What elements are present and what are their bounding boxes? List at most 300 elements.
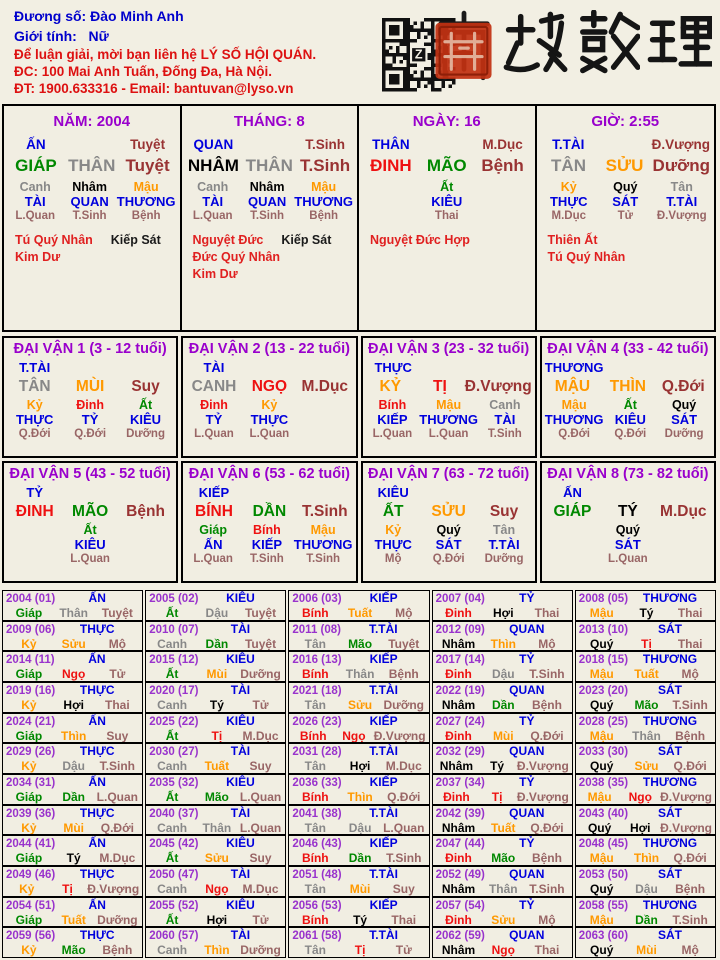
year-stem: Giáp — [15, 605, 43, 620]
pillar-branch: THÂN — [245, 156, 293, 175]
year-stem: Kỷ — [21, 943, 37, 958]
year-cell-bottom — [292, 913, 425, 927]
year-stem: Giáp — [15, 851, 43, 866]
dai-van-stage: Đ.Vượng — [464, 378, 532, 395]
hidden-stem-god: SÁT — [612, 194, 639, 209]
year-cell-bottom — [6, 821, 139, 835]
year-cell-2038 — [575, 774, 716, 805]
year-stem: Ất — [165, 851, 179, 866]
year-stage: Bệnh — [531, 697, 562, 712]
star-note: Đức Quý Nhân — [192, 250, 281, 264]
year-stage: M.Dục — [242, 881, 279, 896]
star-note-line — [193, 266, 354, 283]
year-branch: Hợi — [493, 605, 514, 620]
year-cell-bottom — [6, 882, 139, 896]
year-cell-bottom — [579, 821, 712, 835]
hidden-stem-stage: Q.Đới — [74, 428, 107, 440]
hidden-stem-stage: Dưỡng — [484, 553, 524, 565]
year-label: 2050 (47) — [149, 868, 199, 881]
pillar-main-row — [363, 154, 531, 177]
year-branch: Tị — [491, 789, 503, 804]
year-god: T.TÀI — [369, 805, 398, 820]
hidden-stem-cell — [62, 398, 117, 441]
year-stage: Tử — [395, 943, 412, 958]
year-stem: Giáp — [15, 912, 43, 927]
dai-van-box-3 — [361, 336, 537, 458]
year-god: KIẾP — [369, 897, 398, 912]
hidden-stem: Kỷ — [261, 398, 278, 412]
year-branch: Mùi — [636, 943, 657, 958]
dai-van-branch: TÝ — [617, 503, 638, 520]
year-cell-top — [149, 591, 282, 606]
hidden-stems-row — [366, 523, 532, 566]
year-stage: Tuyệt — [388, 636, 420, 651]
year-stem: Giáp — [15, 789, 43, 804]
year-stem: Quý — [590, 697, 614, 712]
hidden-stem: Mậu — [436, 398, 462, 412]
year-stage: Tuyệt — [244, 636, 277, 651]
star-note: Kim Dư — [15, 250, 61, 264]
year-god: ẤN — [88, 652, 106, 667]
year-branch: Dần — [62, 789, 86, 804]
year-cell-2027 — [432, 713, 573, 744]
year-stage: Q.Đới — [530, 728, 564, 743]
year-stage: Q.Đới — [673, 759, 707, 774]
year-cell-2010 — [145, 621, 286, 652]
hidden-stem-cell — [600, 523, 655, 566]
year-stage: T.Sinh — [672, 912, 708, 927]
year-god: THƯƠNG — [642, 774, 698, 789]
hidden-stem-cell — [186, 398, 241, 441]
pillar-god: THÂN — [372, 137, 410, 152]
dai-van-god-row — [186, 484, 352, 501]
year-stem: Canh — [157, 759, 188, 774]
dai-van-god: T.TÀI — [19, 360, 51, 375]
dai-van-stage: Suy — [489, 503, 519, 520]
year-branch: Sửu — [634, 759, 659, 774]
dai-van-god-row — [7, 359, 173, 376]
year-cell-top — [436, 928, 569, 943]
year-stem: Đinh — [443, 789, 470, 804]
year-cell-top — [292, 591, 425, 606]
year-cell-top — [436, 652, 569, 667]
year-label: 2041 (38) — [292, 807, 342, 820]
year-cell-2023 — [575, 682, 716, 713]
year-cell-top — [149, 622, 282, 637]
year-cell-top — [579, 775, 712, 790]
year-cell-bottom — [292, 882, 425, 896]
pillar-god-row — [8, 135, 176, 154]
year-stage: Thai — [105, 697, 130, 712]
year-stage: Mộ — [681, 667, 699, 682]
hidden-stem-stage: Thai — [434, 210, 459, 222]
year-stage: L.Quan — [239, 820, 282, 835]
pillar-stem: ĐINH — [370, 156, 412, 175]
year-cell-2053 — [575, 866, 716, 897]
hidden-stem-god: THỰC — [549, 194, 588, 209]
year-cell-bottom — [292, 851, 425, 865]
year-god: SÁT — [658, 744, 682, 759]
year-cell-2057 — [432, 897, 573, 928]
pillar-god-row — [541, 135, 711, 154]
year-stage: Tử — [252, 697, 269, 712]
year-stage: Suy — [249, 759, 272, 774]
pillar-god: ẤN — [26, 137, 46, 152]
hidden-stem: Bính — [378, 398, 407, 412]
hidden-stems-row — [7, 523, 173, 566]
hidden-stem-cell — [478, 398, 532, 441]
hidden-stem: Quý — [671, 398, 697, 412]
year-branch: Tị — [211, 728, 223, 743]
year-cell-2049 — [2, 866, 143, 897]
year-stage: T.Sinh — [529, 667, 565, 682]
year-label: 2053 (50) — [578, 868, 629, 881]
year-label: 2014 (11) — [6, 654, 55, 667]
hidden-stem-stage: L.Quan — [15, 210, 55, 222]
pillar-top-stage: Tuyệt — [130, 137, 166, 152]
year-branch: Dần — [348, 851, 372, 866]
hidden-stem: Canh — [19, 180, 51, 194]
contact-line-3: ĐT: 1900.633316 - Email: bantuvan@lyso.vn — [14, 81, 294, 96]
year-stage: Bệnh — [102, 943, 133, 958]
dai-van-stem: CANH — [191, 378, 237, 395]
svg-text:Z: Z — [414, 47, 423, 62]
year-cell-top — [149, 652, 282, 667]
year-cell-2016 — [288, 651, 429, 682]
year-cell-top — [436, 744, 569, 759]
year-label: 2039 (36) — [6, 807, 56, 820]
year-stage: T.Sinh — [99, 759, 136, 774]
year-stage: Thai — [677, 636, 703, 651]
year-stem: Mậu — [589, 912, 614, 927]
year-cell-2052 — [432, 866, 573, 897]
year-stage: Thai — [534, 943, 560, 958]
dai-van-god-row — [366, 359, 532, 376]
dai-van-branch: SỬU — [431, 503, 466, 520]
hidden-stem-cell — [8, 180, 62, 223]
year-stem: Kỷ — [21, 697, 37, 712]
dai-van-main-row — [186, 501, 352, 522]
dai-van-box-6 — [181, 461, 357, 583]
year-god: THƯƠNG — [642, 713, 698, 728]
year-cell-bottom — [6, 698, 139, 712]
year-god: KIÊU — [226, 836, 255, 851]
year-stage: M.Dục — [385, 759, 422, 774]
year-cell-bottom — [292, 698, 425, 712]
hidden-stem-stage: Tử — [617, 210, 633, 222]
year-label: 2004 (01) — [6, 592, 56, 605]
year-cell-2021 — [288, 682, 429, 713]
year-branch: Sửu — [61, 636, 86, 651]
year-stem: Đinh — [445, 605, 472, 620]
year-cell-bottom — [6, 851, 139, 865]
pillar-god-row — [363, 135, 531, 154]
year-cell-bottom — [436, 606, 569, 620]
year-cell-bottom — [149, 667, 282, 681]
year-cell-bottom — [6, 943, 139, 957]
year-branch: Hợi — [206, 912, 228, 927]
year-god: TÀI — [230, 621, 251, 636]
year-stage: T.Sinh — [529, 881, 565, 896]
hidden-stem-god: KIÊU — [614, 412, 646, 427]
dai-van-box-2 — [181, 336, 357, 458]
year-label: 2045 (42) — [149, 838, 199, 851]
year-god: KIÊU — [226, 897, 255, 912]
hidden-stem-cell — [366, 398, 420, 441]
hidden-stem: Ất — [138, 398, 153, 412]
year-cell-bottom — [149, 698, 282, 712]
pillar-title: NĂM: 2004 — [53, 113, 131, 130]
year-cell-top — [149, 744, 282, 759]
year-cell-top — [149, 714, 282, 729]
year-cell-top — [149, 928, 282, 943]
year-label: 2056 (53) — [292, 899, 342, 912]
hidden-stem: Giáp — [199, 523, 228, 537]
year-cell-2024 — [2, 713, 143, 744]
hidden-stem: Canh — [197, 180, 229, 194]
year-stage: Mộ — [681, 943, 699, 958]
year-god: KIÊU — [226, 590, 255, 605]
hidden-stem-stage: Bệnh — [309, 210, 339, 222]
pillar-branch-stage: Bệnh — [481, 156, 524, 175]
year-label: 2008 (05) — [578, 592, 629, 605]
year-cell-2036 — [288, 774, 429, 805]
year-cell-top — [292, 652, 425, 667]
year-label: 2020 (17) — [149, 684, 199, 697]
star-note: Thiên Ất — [547, 233, 598, 247]
year-label: 2051 (48) — [292, 868, 342, 881]
dai-van-main-row — [7, 501, 173, 522]
year-god: THƯƠNG — [642, 897, 698, 912]
year-god: ẤN — [88, 897, 106, 912]
year-stage: Đ.Vượng — [373, 728, 426, 743]
year-stem: Nhâm — [439, 759, 474, 774]
year-god: TÀI — [230, 866, 251, 881]
hidden-stem-stage: T.Sinh — [487, 428, 522, 440]
dai-van-main-row — [545, 376, 711, 397]
year-branch: Mão — [491, 851, 516, 866]
year-branch: Mão — [204, 789, 229, 804]
contact-line-2: ĐC: 100 Mai Anh Tuấn, Đống Đa, Hà Nội. — [14, 64, 273, 79]
year-cell-top — [579, 806, 712, 821]
year-stem: Bính — [301, 605, 329, 620]
year-stage: Suy — [249, 851, 272, 866]
dai-van-stage: Q.Đới — [661, 378, 705, 395]
hidden-stem-cell — [421, 523, 476, 566]
dai-van-row-2 — [2, 461, 716, 583]
year-branch: Thân — [59, 605, 89, 620]
year-cell-2011 — [288, 621, 429, 652]
year-cell-bottom — [149, 790, 282, 804]
pillar-branch: MÃO — [426, 156, 467, 175]
year-cell-top — [292, 775, 425, 790]
year-stage: Q.Đới — [100, 820, 134, 835]
year-god: THỰC — [79, 621, 115, 636]
year-branch: Tuất — [204, 759, 230, 774]
calligraphy-glyph-viet — [502, 10, 568, 76]
dai-van-god: ẤN — [563, 485, 582, 500]
year-branch: Thìn — [204, 943, 230, 958]
year-branch: Mão — [61, 943, 86, 958]
year-cell-2028 — [575, 713, 716, 744]
dai-van-title: ĐẠI VẬN 1 (3 - 12 tuổi) — [13, 341, 167, 357]
dai-van-title: ĐẠI VẬN 5 (43 - 52 tuổi) — [9, 466, 171, 482]
pillar-god: QUAN — [193, 137, 234, 152]
year-cell-2026 — [288, 713, 429, 744]
year-label: 2017 (14) — [435, 654, 485, 667]
dai-van-title: ĐẠI VẬN 8 (73 - 82 tuổi) — [547, 466, 709, 482]
year-cell-bottom — [579, 913, 712, 927]
year-stem: Nhâm — [441, 881, 476, 896]
year-branch: Thân — [345, 667, 375, 682]
year-stage: Tử — [252, 912, 269, 927]
year-cell-2042 — [432, 805, 573, 836]
year-label: 2023 (20) — [578, 684, 629, 697]
hidden-stem-god: TÀI — [24, 194, 46, 209]
year-stem: Canh — [157, 943, 188, 958]
dai-van-stem: GIÁP — [553, 503, 592, 520]
year-branch: Dậu — [635, 881, 658, 896]
year-god: KIẾP — [369, 713, 398, 728]
dai-van-god-row — [7, 484, 173, 501]
year-cell-top — [149, 806, 282, 821]
year-cell-top — [436, 898, 569, 913]
year-branch: Mùi — [206, 667, 228, 682]
year-stage: Thai — [391, 912, 417, 927]
hidden-stems-row — [186, 398, 352, 441]
hidden-stem: Đinh — [76, 398, 104, 412]
year-stem: Bính — [301, 789, 329, 804]
year-label: 2032 (29) — [435, 746, 485, 759]
year-cell-bottom — [6, 790, 139, 804]
year-stem: Ất — [165, 605, 179, 620]
hidden-stem-stage: L.Quan — [428, 428, 469, 440]
hidden-stem-cell — [545, 398, 604, 441]
year-cell-top — [292, 867, 425, 882]
year-branch: Tý — [66, 851, 81, 866]
star-note-line — [15, 249, 176, 266]
hidden-stem-god: TỶ — [205, 412, 223, 427]
brand-calligraphy — [432, 10, 712, 82]
dai-van-stage: Bệnh — [126, 503, 165, 520]
year-stage: Q.Đới — [387, 789, 421, 804]
year-cell-bottom — [579, 759, 712, 773]
year-god: THỰC — [79, 928, 115, 943]
year-god: KIÊU — [226, 652, 255, 667]
year-branch: Hợi — [629, 820, 651, 835]
pillar-branch-stage: Tuyệt — [125, 156, 170, 175]
hidden-stem-god: THƯƠNG — [293, 537, 353, 552]
year-stage: Q.Đới — [530, 820, 564, 835]
hidden-stem-cell — [366, 523, 421, 566]
year-cell-bottom — [436, 851, 569, 865]
year-god: TỶ — [519, 836, 535, 851]
dai-van-box-7 — [361, 461, 537, 583]
hidden-stem-cell — [419, 398, 478, 441]
year-stem: Tân — [304, 636, 326, 651]
year-god: TỶ — [519, 590, 535, 605]
dai-van-branch: THÌN — [609, 378, 646, 395]
year-cell-bottom — [292, 667, 425, 681]
year-stem: Quý — [590, 943, 614, 958]
year-god: KIÊU — [226, 713, 255, 728]
year-cell-2014 — [2, 651, 143, 682]
year-cell-bottom — [292, 606, 425, 620]
year-stem: Đinh — [445, 728, 472, 743]
year-god: SÁT — [658, 621, 682, 636]
hidden-stem-god: KIÊU — [74, 537, 106, 552]
hidden-stem: Ất — [623, 398, 637, 412]
star-note: Tú Quý Nhân — [15, 233, 93, 247]
year-cell-bottom — [579, 667, 712, 681]
year-cell-top — [6, 714, 139, 729]
year-cell-2029 — [2, 743, 143, 774]
report-header — [14, 6, 316, 97]
year-cell-bottom — [436, 759, 569, 773]
year-stage: Dưỡng — [97, 912, 138, 927]
hidden-stems-row — [186, 523, 352, 566]
star-note: Nguyệt Đức — [192, 233, 264, 247]
year-label: 2029 (26) — [6, 746, 56, 759]
year-cell-2025 — [145, 713, 286, 744]
year-god: TÀI — [230, 682, 251, 697]
dai-van-title: ĐẠI VẬN 4 (33 - 42 tuổi) — [547, 341, 709, 357]
year-god: THỰC — [79, 682, 115, 697]
year-cell-2009 — [2, 621, 143, 652]
year-branch: Mùi — [63, 820, 85, 835]
hidden-stem-cell — [603, 398, 657, 441]
year-cell-top — [579, 898, 712, 913]
year-god: KIẾP — [369, 836, 398, 851]
pillar-stem: GIÁP — [15, 156, 57, 175]
year-cell-top — [6, 836, 139, 851]
year-cell-2018 — [575, 651, 716, 682]
year-stem: Kỷ — [19, 881, 35, 896]
year-branch: Tị — [62, 881, 73, 896]
year-label: 2031 (28) — [292, 746, 342, 759]
year-cell-2041 — [288, 805, 429, 836]
year-branch: Mùi — [492, 728, 514, 743]
year-cell-top — [6, 591, 139, 606]
year-label: 2015 (12) — [149, 654, 199, 667]
year-branch: Thân — [632, 728, 661, 743]
year-stem: Ất — [165, 667, 179, 682]
year-stem: Nhâm — [441, 697, 476, 712]
hidden-stem-god: KIÊU — [130, 412, 162, 427]
year-stem: Mậu — [589, 728, 614, 743]
year-label: 2011 (08) — [292, 623, 341, 636]
year-stage: Đ.Vượng — [516, 789, 569, 804]
year-god: SÁT — [658, 866, 682, 881]
star-note: Kiếp Sát — [281, 233, 332, 247]
year-table — [2, 590, 716, 958]
year-stage: L.Quan — [239, 789, 282, 804]
dai-van-god: KIÊU — [377, 485, 409, 500]
year-cell-top — [579, 652, 712, 667]
star-note-line — [193, 249, 354, 266]
year-branch: Mùi — [349, 881, 371, 896]
dai-van-god-row — [366, 484, 532, 501]
year-cell-2061 — [288, 927, 429, 958]
year-cell-2017 — [432, 651, 573, 682]
hidden-stem: Quý — [436, 523, 461, 537]
year-label: 2018 (15) — [578, 654, 629, 667]
year-god: SÁT — [658, 682, 682, 697]
year-cell-top — [149, 898, 282, 913]
hidden-stem-stage: Đ.Vượng — [656, 210, 707, 222]
year-branch: Dậu — [205, 605, 229, 620]
year-cell-top — [292, 714, 425, 729]
